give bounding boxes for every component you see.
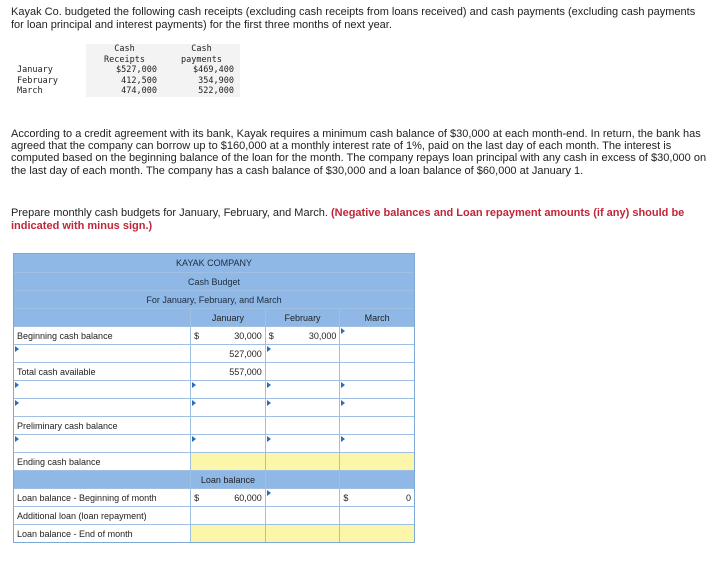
additional-label-select[interactable]: [14, 435, 190, 452]
beginning-cash-row: Beginning cash balance $ 30,000 $ 30,000: [14, 326, 414, 344]
loan-begin-row: Loan balance - Beginning of month $ 60,000 $ 0: [14, 488, 414, 506]
payments-jan-input[interactable]: [190, 381, 265, 398]
receipts-label-select[interactable]: [14, 345, 190, 362]
month-header-row: [14, 308, 414, 326]
prelim-jan-input[interactable]: [190, 417, 265, 434]
loan-begin-feb-input[interactable]: [265, 489, 340, 506]
cash-budget-grid: [13, 253, 415, 543]
receipts-mar-input[interactable]: [339, 345, 414, 362]
table-row: January $527,000 $469,400: [11, 65, 240, 76]
col-march: March: [339, 309, 414, 326]
loan-section-header: Loan balance: [14, 470, 414, 488]
add-loan-mar-input[interactable]: [339, 507, 414, 524]
total-mar-input[interactable]: [339, 363, 414, 380]
payments-row: [14, 380, 414, 398]
payments-feb-input[interactable]: [265, 381, 340, 398]
ending-mar-input[interactable]: [339, 453, 414, 470]
receipts-feb-input[interactable]: [265, 345, 340, 362]
payments-header: Cash payments: [163, 44, 240, 65]
prelim-feb-input[interactable]: [265, 417, 340, 434]
problem-intro: Kayak Co. budgeted the following cash receipts (excluding cash receipts from loans received) and cash payments (excluding cash payments for loan principal and interest payments) for the first three months of next year.: [11, 6, 696, 31]
col-january: January: [190, 309, 265, 326]
additional-loan-row: Additional loan (loan repayment): [14, 506, 414, 524]
budget-title: Cash Budget: [187, 276, 241, 287]
interest-row: [14, 398, 414, 416]
total-feb-input[interactable]: [265, 363, 340, 380]
ending-cash-row: Ending cash balance: [14, 452, 414, 470]
add-loan-feb-input[interactable]: [265, 507, 340, 524]
prelim-mar-input[interactable]: [339, 417, 414, 434]
interest-jan-input[interactable]: [190, 399, 265, 416]
payments-label-select[interactable]: [14, 381, 190, 398]
additional-jan-input[interactable]: [190, 435, 265, 452]
table-row: March 474,000 522,000: [11, 86, 240, 97]
table-row: February 412,500 354,900: [11, 76, 240, 87]
loan-end-feb-input[interactable]: [265, 525, 340, 542]
company-name: KAYAK COMPANY: [175, 258, 253, 268]
interest-feb-input[interactable]: [265, 399, 340, 416]
interest-mar-input[interactable]: [339, 399, 414, 416]
total-cash-row: Total cash available 557,000: [14, 362, 414, 380]
ending-feb-input[interactable]: [265, 453, 340, 470]
loan-end-mar-input[interactable]: [339, 525, 414, 542]
loan-end-jan-input[interactable]: [190, 525, 265, 542]
additional-cash-row: [14, 434, 414, 452]
budget-period: For January, February, and March: [146, 294, 282, 305]
interest-label-select[interactable]: [14, 399, 190, 416]
preliminary-row: Preliminary cash balance: [14, 416, 414, 434]
add-loan-jan-input[interactable]: [190, 507, 265, 524]
cash-receipts-payments-table: [11, 44, 240, 97]
loan-end-row: Loan balance - End of month: [14, 524, 414, 542]
additional-mar-input[interactable]: [339, 435, 414, 452]
instructions: Prepare monthly cash budgets for January, February, and March. (Negative balances and Loan repayment amounts (if any) should be indicated with minus sign.): [11, 207, 685, 232]
payments-mar-input[interactable]: [339, 381, 414, 398]
credit-agreement-paragraph: According to a credit agreement with its bank, Kayak requires a minimum cash balance of $30,000 at each month-end. In return, the bank has agreed that the company can borrow up to $160,000 at a monthly interest rate of 1%, paid on the last day of each month. The interest is computed based on the beginning balance of the loan for the month. The company repays loan principal with any cash in excess of $30,000 on the last day of each month. The company has a cash balance of $30,000 and a loan balance of $60,000 at January 1.: [11, 128, 707, 177]
receipts-row: 527,000: [14, 344, 414, 362]
beginning-march-input[interactable]: [339, 327, 414, 344]
col-february: February: [265, 309, 340, 326]
additional-feb-input[interactable]: [265, 435, 340, 452]
sign-instruction: (Negative balances and Loan repayment amounts (if any) should be indicated with minus sign.): [11, 207, 685, 232]
receipts-header: Cash Receipts: [86, 44, 163, 65]
ending-jan-input[interactable]: [190, 453, 265, 470]
